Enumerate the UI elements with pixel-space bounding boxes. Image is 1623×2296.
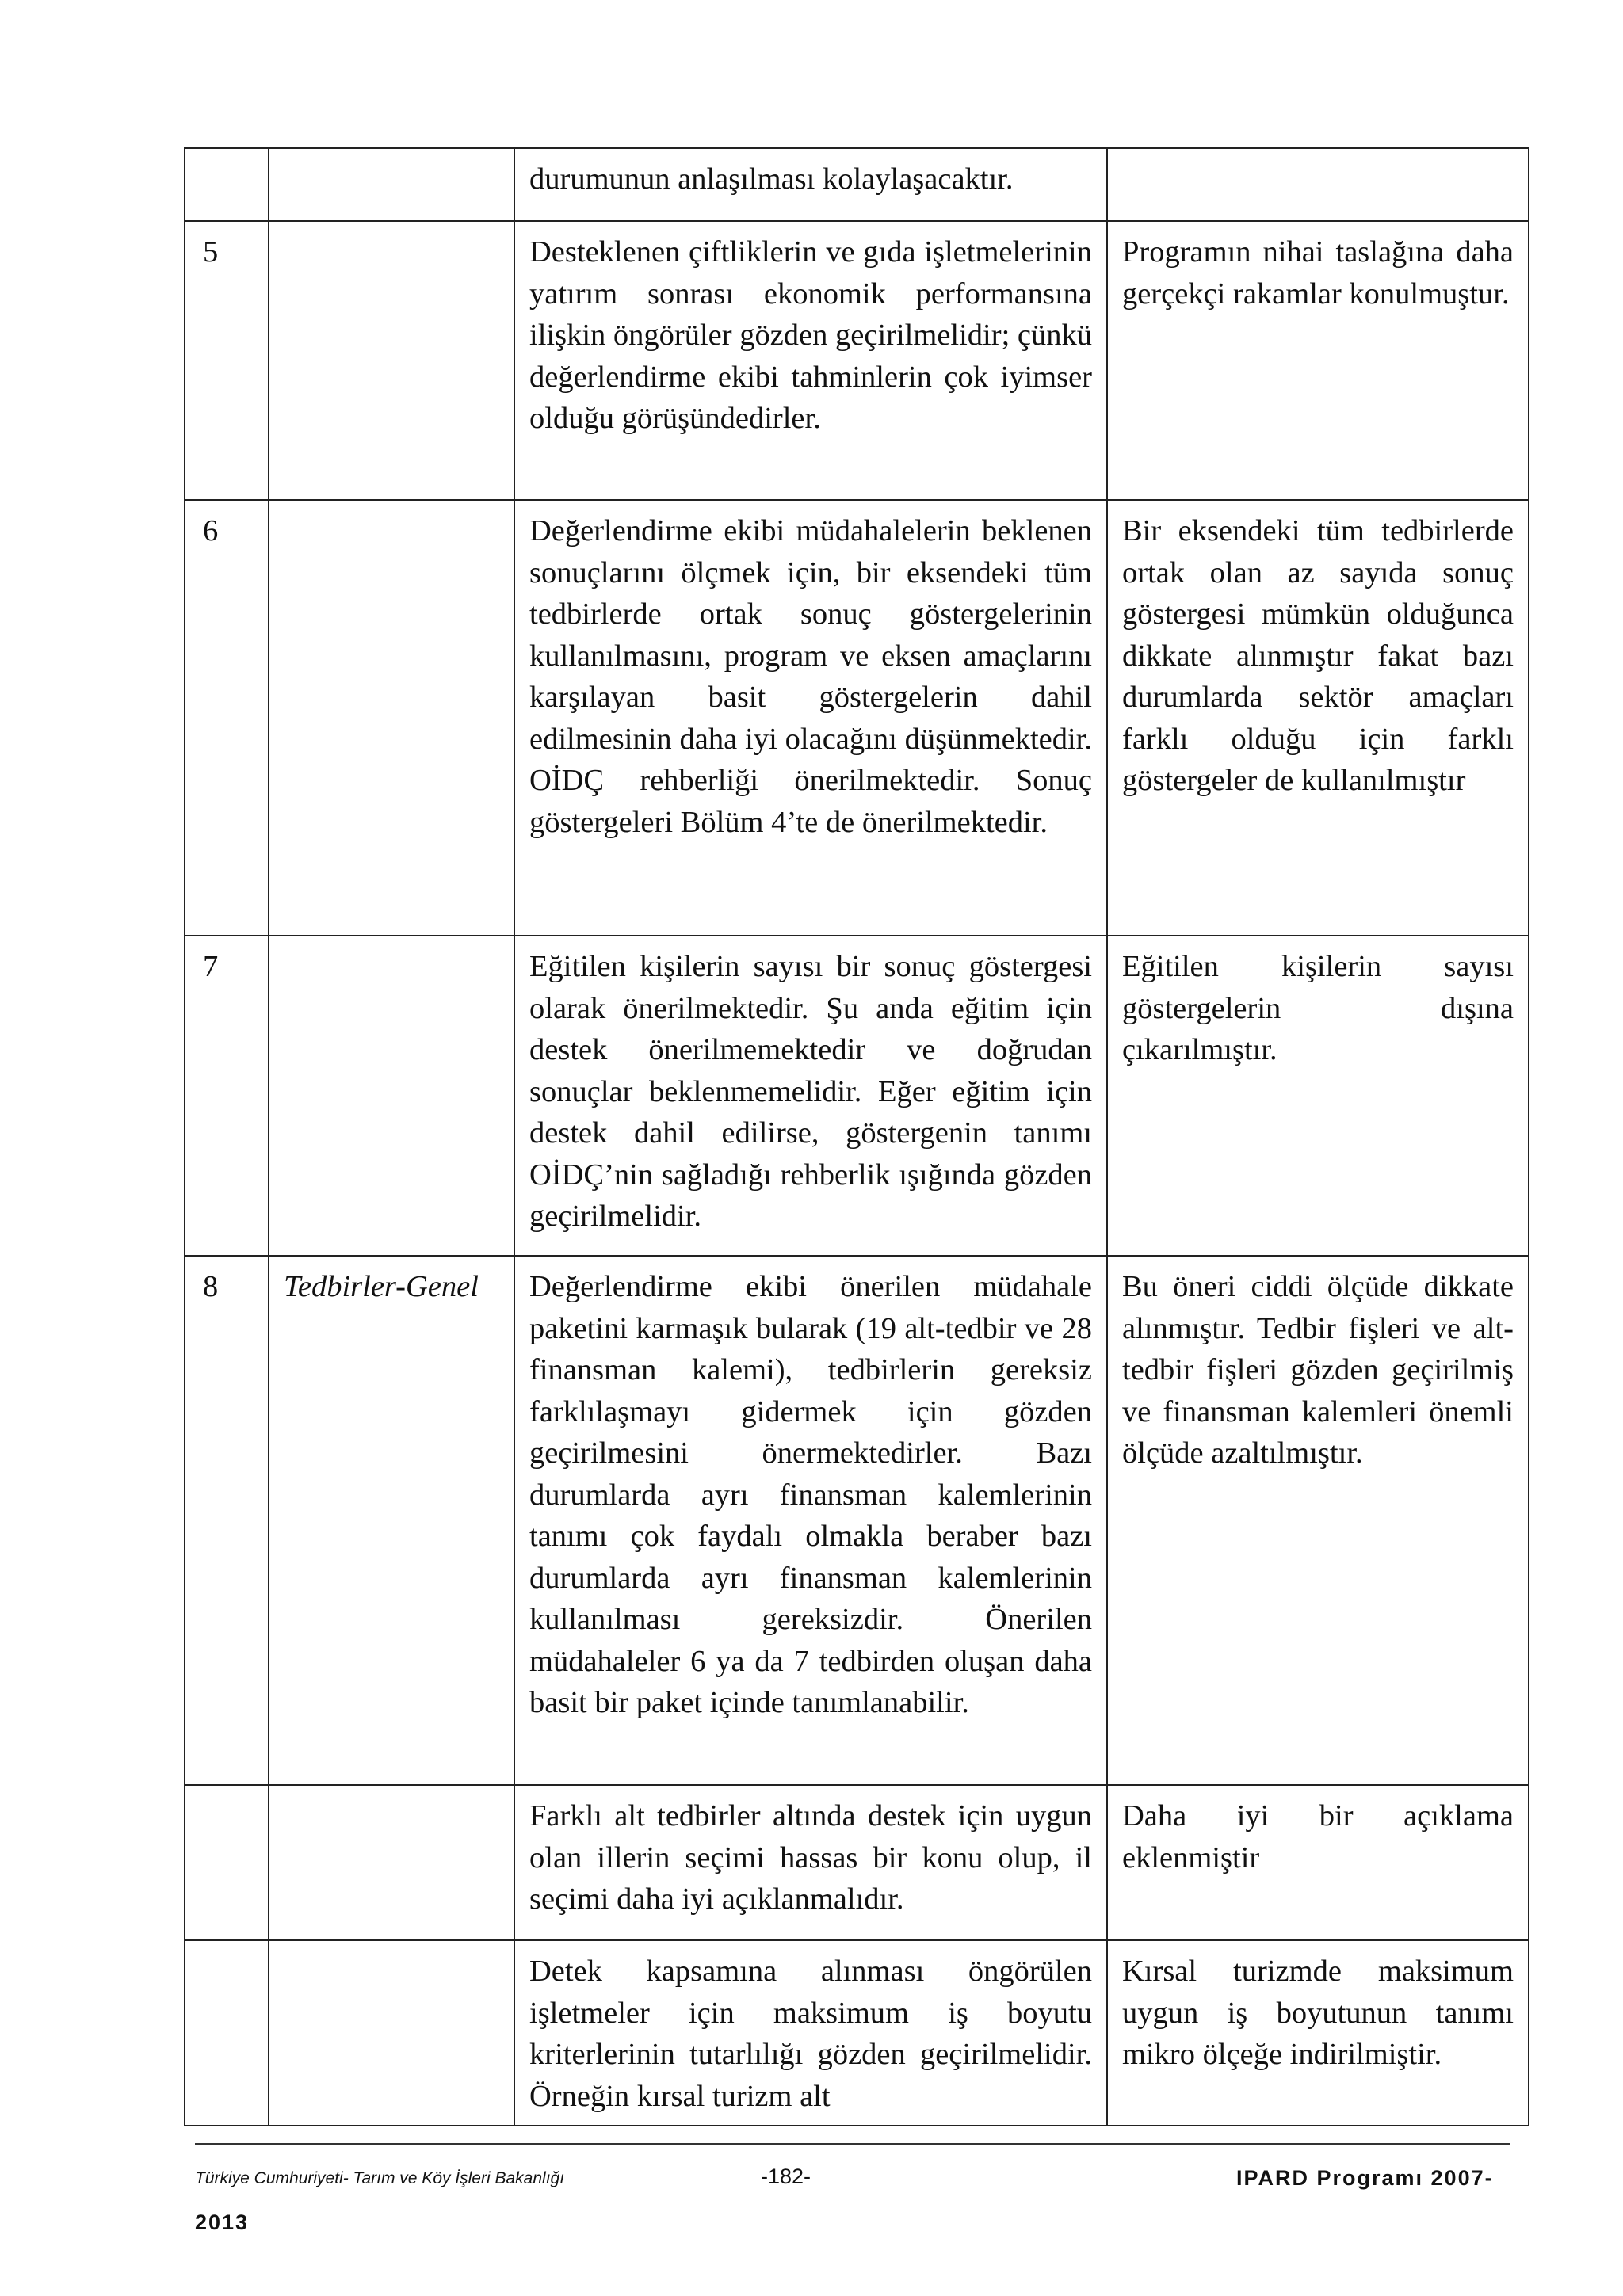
row-topic: [269, 500, 514, 936]
row-number: [185, 1940, 269, 2126]
table-row: [185, 1785, 1529, 1940]
response-cell: Bir eksendeki tüm tedbirlerde ortak olan az sayıda sonuç göstergesi mümkün olduğunca dikkate alınmıştır fakat bazı durumlarda sektör amaçları farklı olduğu için farklı göstergeler de kullanılmıştır: [1107, 500, 1529, 936]
recommendation-cell: durumunun anlaşılması kolaylaşacaktır.: [514, 148, 1107, 221]
table-row: [185, 148, 1529, 221]
table-row: [185, 1940, 1529, 2126]
footer-divider: [195, 2143, 1510, 2145]
footer-ministry: Türkiye Cumhuriyeti- Tarım ve Köy İşleri Bakanlığı: [195, 2169, 565, 2187]
response-cell: Bu öneri ciddi ölçüde dikkate alınmıştır. Tedbir fişleri ve alt-tedbir fişleri gözden geçirilmiş ve finansman kalemleri önemli ölçüde azaltılmıştır.: [1107, 1256, 1529, 1785]
row-number: 8: [185, 1256, 269, 1785]
row-topic: [269, 148, 514, 221]
recommendation-cell: Farklı alt tedbirler altında destek için uygun olan illerin seçimi hassas bir konu olup, il seçimi daha iyi açıklanmalıdır.: [514, 1785, 1107, 1940]
recommendation-cell: Desteklenen çiftliklerin ve gıda işletmelerinin yatırım sonrası ekonomik performansına ilişkin öngörüler gözden geçirilmelidir; çünkü değerlendirme ekibi tahminlerin çok iyimser olduğu görüşündedirler.: [514, 221, 1107, 500]
row-topic: [269, 1785, 514, 1940]
row-number: 5: [185, 221, 269, 500]
table-row: [185, 221, 1529, 500]
row-number: 7: [185, 936, 269, 1256]
recommendation-cell: Değerlendirme ekibi önerilen müdahale paketini karmaşık bularak (19 alt-tedbir ve 28 finansman kalemi), tedbirlerin gereksiz farklılaşmayı gidermek için gözden geçirilmesini önermektedirler. Bazı durumlarda ayrı finansman kalemlerinin tanımı çok faydalı olmakla beraber bazı durumlarda ayrı finansman kalemlerinin kullanılması gereksizdir. Önerilen müdahaleler 6 ya da 7 tedbirden oluşan daha basit bir paket içinde tanımlanabilir.: [514, 1256, 1107, 1785]
table-row: [185, 1256, 1529, 1785]
recommendation-cell: Detek kapsamına alınması öngörülen işletmeler için maksimum iş boyutu kriterlerinin tutarlılığı gözden geçirilmelidir. Örneğin kırsal turizm alt: [514, 1940, 1107, 2126]
row-number: [185, 1785, 269, 1940]
recommendation-cell: Eğitilen kişilerin sayısı bir sonuç göstergesi olarak önerilmektedir. Şu anda eğitim için destek önerilmemektedir ve doğrudan sonuçlar beklenmemelidir. Eğer eğitim için destek dahil edilirse, göstergenin tanımı OİDÇ’nin sağladığı rehberlik ışığında gözden geçirilmelidir.: [514, 936, 1107, 1256]
row-topic: [269, 936, 514, 1256]
response-cell: [1107, 148, 1529, 221]
response-cell: Programın nihai taslağına daha gerçekçi rakamlar konulmuştur.: [1107, 221, 1529, 500]
response-cell: Daha iyi bir açıklama eklenmiştir: [1107, 1785, 1529, 1940]
row-topic: Tedbirler-Genel: [269, 1256, 514, 1785]
response-cell: Eğitilen kişilerin sayısı göstergelerin dışına çıkarılmıştır.: [1107, 936, 1529, 1256]
footer-program: IPARD Programı 2007-: [1236, 2166, 1494, 2190]
table-row: [185, 500, 1529, 936]
recommendations-table: [184, 147, 1529, 2126]
row-number: [185, 148, 269, 221]
row-topic: [269, 221, 514, 500]
footer-year: 2013: [195, 2210, 250, 2234]
row-topic: [269, 1940, 514, 2126]
page-number: -182-: [761, 2164, 812, 2188]
recommendation-cell: Değerlendirme ekibi müdahalelerin beklenen sonuçlarını ölçmek için, bir eksendeki tüm tedbirlerde ortak sonuç göstergelerinin kullanılmasını, program ve eksen amaçlarını karşılayan basit göstergelerin dahil edilmesinin daha iyi olacağını düşünmektedir. OİDÇ rehberliği önerilmektedir. Sonuç göstergeleri Bölüm 4’te de önerilmektedir.: [514, 500, 1107, 936]
response-cell: Kırsal turizmde maksimum uygun iş boyutunun tanımı mikro ölçeğe indirilmiştir.: [1107, 1940, 1529, 2126]
row-number: 6: [185, 500, 269, 936]
table-row: [185, 936, 1529, 1256]
